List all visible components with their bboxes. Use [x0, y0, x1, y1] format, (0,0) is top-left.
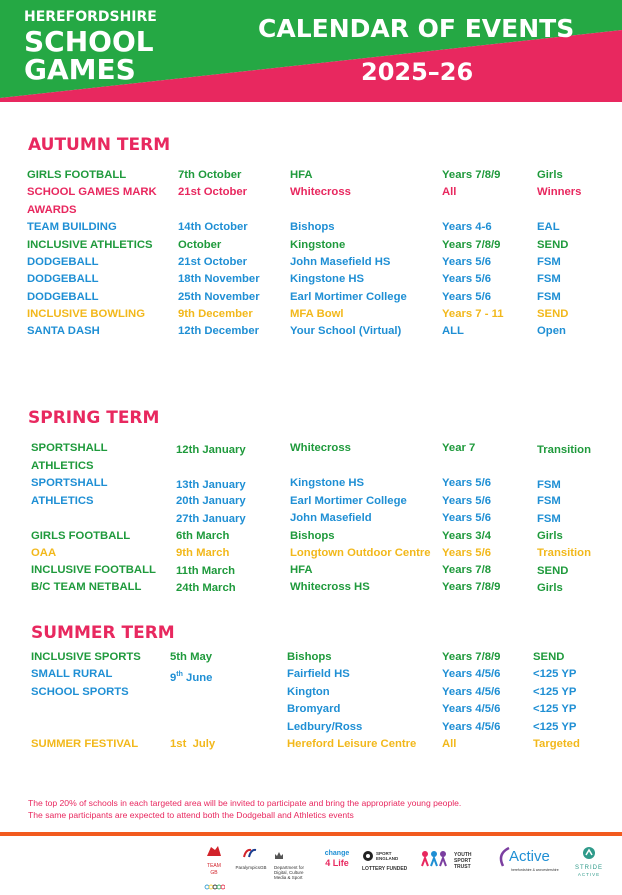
event-years: Years 7/8/9	[442, 239, 501, 251]
event-venue: Whitecross HS	[290, 581, 370, 593]
event-venue: Bromyard	[287, 703, 341, 715]
yst-line-3: TRUST	[454, 864, 471, 870]
stride-line-1: STRIDE	[574, 865, 603, 871]
event-years: Years 4/5/6	[442, 721, 501, 733]
event-name: SCHOOL GAMES MARK	[27, 186, 157, 198]
event-years: Years 7 - 11	[442, 308, 504, 320]
event-years: Year 7	[442, 442, 476, 454]
event-group: Girls	[537, 530, 563, 542]
event-date: 12th January	[176, 444, 246, 456]
event-years: Years 7/8	[442, 564, 491, 576]
event-date: 21st October	[178, 186, 248, 198]
event-group: Winners	[537, 186, 582, 198]
event-venue: Whitecross	[290, 186, 351, 198]
event-venue: Ledbury/Ross	[287, 721, 363, 733]
olympic-rings-icon	[203, 884, 225, 890]
event-name: GIRLS FOOTBALL	[27, 169, 127, 181]
change4life-top: change	[324, 850, 350, 857]
event-name: INCLUSIVE FOOTBALL	[31, 564, 156, 576]
autumn-term-title: AUTUMN TERM	[28, 135, 171, 155]
event-years: Years 5/6	[442, 495, 491, 507]
event-venue: John Masefield	[290, 512, 372, 524]
event-date: 27th January	[176, 513, 246, 525]
event-date: 7th October	[178, 169, 242, 181]
event-name: INCLUSIVE SPORTS	[31, 651, 141, 663]
yst-line-2: SPORT	[454, 858, 472, 864]
event-venue: Earl Mortimer College	[290, 291, 407, 303]
logo-line-games: GAMES	[24, 53, 136, 86]
event-years: Years 3/4	[442, 530, 491, 542]
paralympics-gb-logo	[234, 846, 268, 871]
dcms-line-3: Media & Sport	[274, 875, 303, 880]
event-years: Years 5/6	[442, 273, 491, 285]
event-venue: Kingstone	[290, 239, 346, 251]
event-years: Years 7/8/9	[442, 169, 501, 181]
event-group: EAL	[537, 221, 560, 233]
event-years: ALL	[442, 325, 464, 337]
event-years: Years 5/6	[442, 547, 491, 559]
event-years: Years 5/6	[442, 512, 491, 524]
change4life-bottom: 4 Life	[325, 858, 349, 868]
change4life-logo	[320, 850, 354, 868]
year-title: 2025–26	[361, 58, 474, 86]
event-years: All	[442, 738, 457, 750]
logo-line-herefordshire: HEREFORDSHIRE	[24, 9, 157, 25]
event-group: <125 YP	[533, 668, 577, 680]
event-name: DODGEBALL	[27, 291, 99, 303]
event-venue: Bishops	[287, 651, 332, 663]
team-gb-label: TEAM GB	[207, 863, 221, 876]
event-date: 20th January	[176, 495, 246, 507]
date-suffix: th	[176, 671, 183, 678]
event-years: Years 4/5/6	[442, 703, 501, 715]
event-group: FSM	[537, 479, 561, 491]
event-group: SEND	[533, 651, 565, 663]
event-group: Transition	[537, 444, 591, 456]
event-name: GIRLS FOOTBALL	[31, 530, 131, 542]
sport-england-line-2: ENGLAND	[376, 856, 399, 861]
event-group: SEND	[537, 565, 569, 577]
crown-crest-icon	[274, 851, 284, 860]
active-sub-label: herefordshire & worcestershire	[511, 868, 559, 872]
event-group: Girls	[537, 582, 563, 594]
event-group: FSM	[537, 513, 561, 525]
page-title: CALENDAR OF EVENTS	[258, 14, 575, 43]
event-group: FSM	[537, 256, 561, 268]
event-venue: MFA Bowl	[290, 308, 344, 320]
event-name: INCLUSIVE BOWLING	[27, 308, 145, 320]
event-years: All	[442, 186, 457, 198]
event-date: 1st July	[170, 738, 216, 750]
team-gb-logo	[203, 844, 225, 895]
event-date: 14th October	[178, 221, 248, 233]
event-venue: Bishops	[290, 530, 335, 542]
event-name: SUMMER FESTIVAL	[31, 738, 139, 750]
event-name: SANTA DASH	[27, 325, 100, 337]
event-years: Years 4-6	[442, 221, 492, 233]
event-date: 6th March	[176, 530, 230, 542]
event-name: INCLUSIVE ATHLETICS	[27, 239, 153, 251]
event-date: 9th March	[176, 547, 230, 559]
event-name: SCHOOL SPORTS	[31, 686, 129, 698]
event-years: Years 5/6	[442, 477, 491, 489]
active-label: Active	[509, 848, 550, 865]
event-group: <125 YP	[533, 686, 577, 698]
event-date: 21st October	[178, 256, 248, 268]
event-name-continued: ATHLETICS	[31, 460, 94, 472]
event-venue: Whitecross	[290, 442, 351, 454]
team-gb-lion-icon	[203, 844, 225, 858]
paralympics-label: ParalympicsGB	[235, 865, 267, 870]
stride-icon	[582, 846, 596, 860]
event-venue: Your School (Virtual)	[290, 325, 402, 337]
paralympics-icon	[234, 847, 268, 859]
event-group: <125 YP	[533, 721, 577, 733]
event-name: SMALL RURAL	[31, 668, 113, 680]
event-group: SEND	[537, 239, 569, 251]
event-years: Years 7/8/9	[442, 581, 501, 593]
event-group: Targeted	[533, 738, 580, 750]
dcms-line-2: Digital, Culture	[274, 870, 304, 875]
event-date: 12th December	[178, 325, 259, 337]
sport-england-icon	[362, 850, 374, 862]
event-date: 13th January	[176, 479, 246, 491]
event-name: SPORTSHALL	[31, 442, 108, 454]
event-venue: Earl Mortimer College	[290, 495, 407, 507]
logo-line-school: SCHOOL	[24, 25, 154, 58]
lottery-funded-label: LOTTERY FUNDED	[362, 866, 408, 872]
event-date: 25th November	[178, 291, 260, 303]
event-venue: Kingstone HS	[290, 477, 365, 489]
spring-term-title: SPRING TERM	[28, 408, 160, 428]
date-day: 9	[170, 671, 177, 684]
stride-active-logo	[570, 846, 608, 877]
event-date: October	[178, 239, 222, 251]
event-years: Years 5/6	[442, 291, 491, 303]
event-years: Years 4/5/6	[442, 686, 501, 698]
event-date: 5th May	[170, 651, 213, 663]
stride-line-2: ACTIVE	[577, 872, 601, 877]
event-venue: Bishops	[290, 221, 335, 233]
event-date: 24th March	[176, 582, 236, 594]
event-date	[170, 668, 212, 685]
event-venue: HFA	[290, 169, 313, 181]
event-name-continued: AWARDS	[27, 204, 77, 216]
event-years: Years 5/6	[442, 256, 491, 268]
event-name: SPORTSHALL	[31, 477, 108, 489]
event-group: Open	[537, 325, 566, 337]
event-name: DODGEBALL	[27, 256, 99, 268]
event-date: 11th March	[176, 565, 236, 577]
event-venue: Kingstone HS	[290, 273, 365, 285]
event-date: 18th November	[178, 273, 260, 285]
event-group: Girls	[537, 169, 563, 181]
event-venue: Longtown Outdoor Centre	[290, 547, 431, 559]
sport-england-line-1: SPORT	[376, 851, 392, 856]
event-name: OAA	[31, 547, 57, 559]
event-name: TEAM BUILDING	[27, 221, 117, 233]
event-group: FSM	[537, 273, 561, 285]
event-years: Years 4/5/6	[442, 668, 501, 680]
event-group: <125 YP	[533, 703, 577, 715]
yst-figures-icon	[420, 850, 452, 868]
event-venue: Kington	[287, 686, 330, 698]
event-group: FSM	[537, 291, 561, 303]
dcms-logo	[274, 847, 314, 880]
event-venue: Hereford Leisure Centre	[287, 738, 417, 750]
event-group: Transition	[537, 547, 591, 559]
event-venue: Fairfield HS	[287, 668, 350, 680]
event-date: 9th December	[178, 308, 253, 320]
note-same-participants: The same participants are expected to attend both the Dodgeball and Athletics events	[28, 810, 354, 820]
note-top-schools: The top 20% of schools in each targeted area will be invited to participate and bring the appropriate young people.	[28, 798, 462, 808]
event-venue: John Masefield HS	[290, 256, 391, 268]
date-month: June	[182, 671, 213, 684]
yst-line-1: YOUTH	[454, 852, 472, 858]
event-years: Years 7/8/9	[442, 651, 501, 663]
event-name-continued: ATHLETICS	[31, 495, 94, 507]
event-group: FSM	[537, 495, 561, 507]
event-venue: HFA	[290, 564, 313, 576]
summer-term-title: SUMMER TERM	[31, 623, 175, 643]
footer-divider	[0, 832, 622, 836]
event-name: B/C TEAM NETBALL	[31, 581, 142, 593]
event-group: SEND	[537, 308, 569, 320]
dcms-line-1: Department for	[274, 865, 305, 870]
event-name: DODGEBALL	[27, 273, 99, 285]
